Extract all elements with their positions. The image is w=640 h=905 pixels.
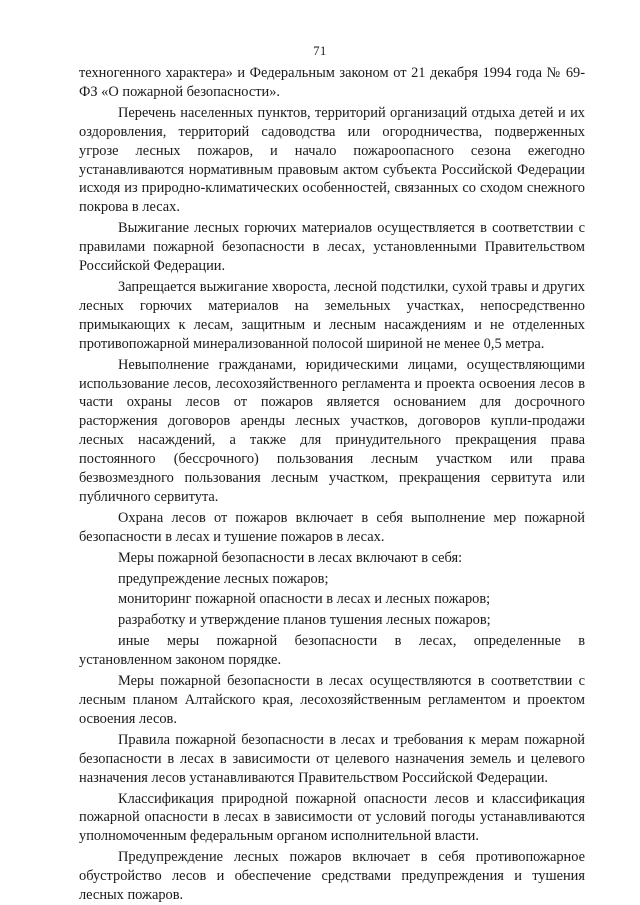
paragraph: Предупреждение лесных пожаров включает в себя противопожарное обустройство лесов и обеспечение средствами предупреждения и тушения лесных пожаров.: [79, 849, 585, 904]
document-body: [79, 64, 585, 905]
paragraph: Выжигание лесных горючих материалов осуществляется в соответствии с правилами пожарной безопасности в лесах, установленными Правительством Российской Федерации.: [79, 220, 585, 275]
list-item: мониторинг пожарной опасности в лесах и лесных пожаров;: [118, 591, 491, 608]
list-item: разработку и утверждение планов тушения лесных пожаров;: [118, 612, 491, 629]
paragraph: техногенного характера» и Федеральным законом от 21 декабря 1994 года № 69-ФЗ «О пожарной безопасности».: [79, 65, 585, 100]
paragraph: Перечень населенных пунктов, территорий организаций отдыха детей и их оздоровления, территорий садоводства или огородничества, подверженных угрозе лесных пожаров, и начало пожароопасного сезона ежегодно устанавливаются нормативным правовым актом субъекта Российской Федерации исходя из природно-климатических особенностей, связанных со сходом снежного покрова в лесах.: [79, 104, 585, 216]
list-item: предупреждение лесных пожаров;: [118, 570, 329, 587]
page-number: 71: [313, 44, 327, 58]
paragraph: Меры пожарной безопасности в лесах включают в себя:: [118, 549, 463, 566]
paragraph: Правила пожарной безопасности в лесах и требования к мерам пожарной безопасности в лесах в зависимости от целевого назначения земель и целевого назначения лесов устанавливаются Правительством Российской Федерации.: [79, 731, 585, 786]
list-item: иные меры пожарной безопасности в лесах, определенные в установленном законом порядке.: [79, 633, 585, 669]
paragraph: Меры пожарной безопасности в лесах осуществляются в соответствии с лесным планом Алтайского края, лесохозяйственным регламентом и проектом освоения лесов.: [79, 673, 585, 727]
paragraph: Охрана лесов от пожаров включает в себя выполнение мер пожарной безопасности в лесах и тушение пожаров в лесах.: [79, 509, 585, 545]
paragraph: Классификация природной пожарной опасности лесов и классификация пожарной опасности в лесах в зависимости от условий погоды устанавливаются уполномоченным федеральным органом исполнительной власти.: [79, 790, 585, 845]
paragraph: Невыполнение гражданами, юридическими лицами, осуществляющими использование лесов, лесохозяйственного регламента и проекта освоения лесов в части охраны лесов от пожаров является основанием для досрочного расторжения договоров аренды лесных участков, договоров купли-продажи лесных насаждений, а также для принудительного прекращения права постоянного (бессрочного) пользования лесным участком или права безвозмездного пользования лесным участком, прекращения сервитута или публичного сервитута.: [79, 356, 585, 505]
paragraph: Запрещается выжигание хвороста, лесной подстилки, сухой травы и других лесных горючих материалов на земельных участках, непосредственно примыкающих к лесам, защитным и лесным насаждениям и не отделенных противопожарной минерализованной полосой шириной не менее 0,5 метра.: [79, 278, 585, 352]
